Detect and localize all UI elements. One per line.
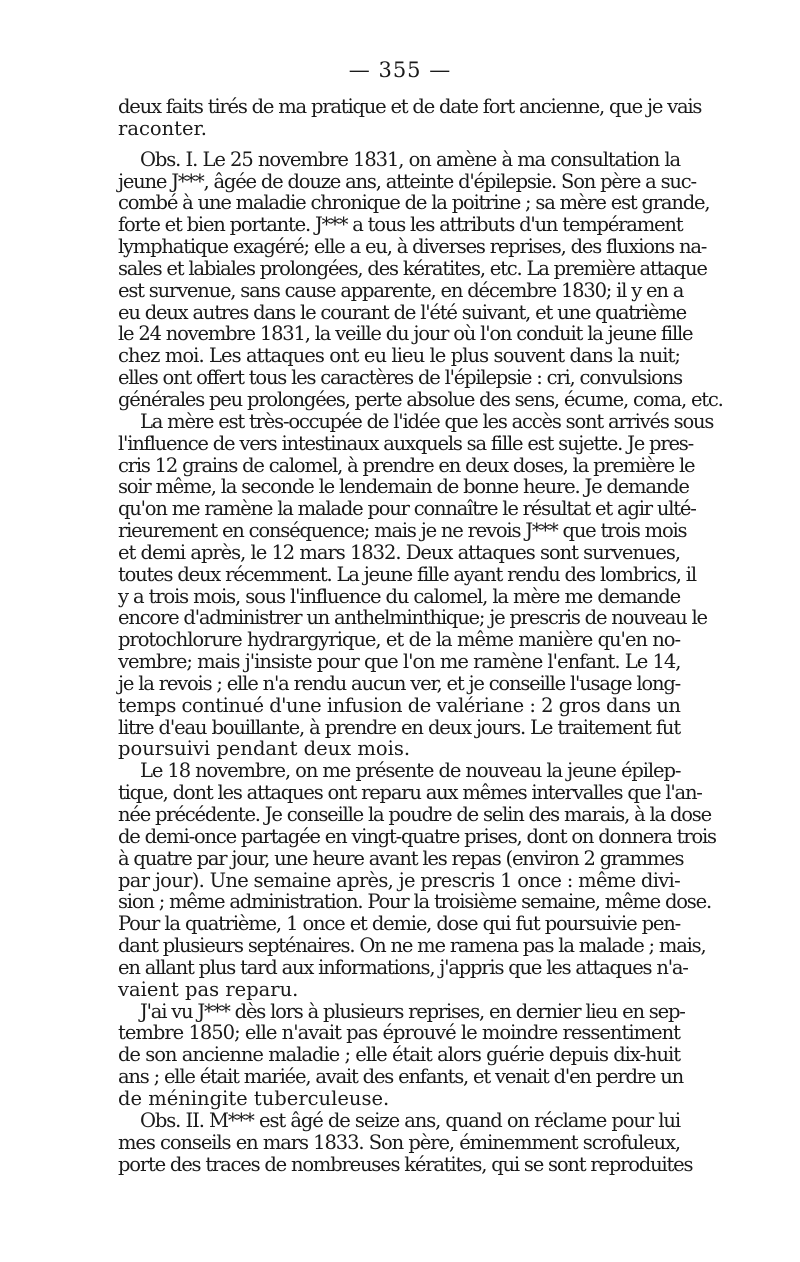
- text-line: soir même, la seconde le lendemain de bonne heure. Je demande: [118, 475, 689, 499]
- text-line: Obs. II. M*** est âgé de seize ans, quand on réclame pour lui: [140, 1108, 680, 1132]
- text-line: J'ai vu J*** dès lors à plusieurs reprises, en dernier lieu en sep-: [140, 999, 685, 1023]
- text-line: née précédente. Je conseille la poudre de selin des marais, à la dose: [118, 803, 711, 826]
- text-line: l'influence de vers intestinaux auxquels sa fille est sujette. Je pres-: [118, 431, 694, 455]
- text-line: générales peu prolongées, perte absolue des sens, écume, coma, etc.: [118, 387, 723, 411]
- text-line: rieurement en conséquence; mais je ne revois J*** que trois mois: [118, 519, 687, 543]
- text-line: La mère est très-occupée de l'idée que les accès sont arrivés sous: [140, 409, 714, 433]
- text-line: en allant plus tard aux informations, j'appris que les attaques n'a-: [118, 955, 688, 979]
- text-line: deux faits tirés de ma pratique et de date fort ancienne, que je vais: [118, 95, 702, 118]
- text-line: toutes deux récemment. La jeune fille ayant rendu des lombrics, il: [118, 562, 696, 586]
- text-line: vaient pas reparu.: [118, 977, 299, 1001]
- text-line: lymphatique exagéré; elle a eu, à diverses reprises, des fluxions na-: [118, 235, 707, 259]
- text-line: y a trois mois, sous l'influence du calomel, la mère me demande: [118, 584, 680, 608]
- text-line: porte des traces de nombreuses kératites, qui se sont reproduites: [118, 1152, 693, 1176]
- text-line: est survenue, sans cause apparente, en décembre 1830; il y en a: [118, 278, 684, 302]
- text-line: à quatre par jour, une heure avant les repas (environ 2 grammes: [118, 846, 684, 870]
- text-line: dant plusieurs septénaires. On ne me ramena pas la malade ; mais,: [118, 934, 706, 958]
- text-line: elles ont offert tous les caractères de l'épilepsie : cri, convulsions: [118, 366, 682, 390]
- text-line: de demi-once partagée en vingt-quatre prises, dont on donnera trois: [118, 824, 716, 848]
- text-line: sales et labiales prolongées, des kératites, etc. La première attaque: [118, 256, 707, 280]
- text-line: litre d'eau bouillante, à prendre en deux jours. Le traitement fut: [118, 715, 680, 739]
- text-line: temps continué d'une infusion de valériane : 2 gros dans un: [118, 693, 681, 717]
- text-line: ans ; elle était mariée, avait des enfants, et venait d'en perdre un: [118, 1065, 683, 1089]
- text-line: Pour la quatrième, 1 once et demie, dose qui fut poursuivie pen-: [118, 912, 680, 936]
- text-line: et demi après, le 12 mars 1832. Deux attaques sont survenues,: [118, 540, 680, 564]
- text-line: encore d'administrer un anthelminthique; je prescris de nouveau le: [118, 606, 707, 630]
- text-line: qu'on me ramène la malade pour connaître le résultat et agir ulté-: [118, 497, 696, 521]
- text-line: poursuivi pendant deux mois.: [118, 737, 411, 761]
- page-number: — 355 —: [348, 58, 452, 82]
- text-line: tembre 1850; elle n'avait pas éprouvé le moindre ressentiment: [118, 1021, 680, 1045]
- text-line: je la revois ; elle n'a rendu aucun ver, et je conseille l'usage long-: [118, 671, 680, 695]
- text-line: tique, dont les attaques ont reparu aux mêmes intervalles que l'an-: [118, 781, 702, 805]
- text-line: vembre; mais j'insiste pour que l'on me ramène l'enfant. Le 14,: [118, 650, 681, 674]
- text-line: combé à une maladie chronique de la poitrine ; sa mère est grande,: [118, 191, 710, 215]
- text-line: le 24 novembre 1831, la veille du jour où l'on conduit la jeune fille: [118, 322, 693, 346]
- text-line: forte et bien portante. J*** a tous les attributs d'un tempérament: [118, 213, 683, 237]
- text-line: de méningite tuberculeuse.: [118, 1086, 390, 1110]
- text-line: mes conseils en mars 1833. Son père, éminemment scrofuleux,: [118, 1130, 680, 1154]
- text-line: Obs. I. Le 25 novembre 1831, on amène à ma consultation la: [140, 147, 680, 171]
- text-line: raconter.: [118, 116, 207, 140]
- text-line: sion ; même administration. Pour la troisième semaine, même dose.: [118, 890, 711, 914]
- text-line: cris 12 grains de calomel, à prendre en deux doses, la première le: [118, 453, 695, 477]
- text-line: protochlorure hydrargyrique, et de la même manière qu'en no-: [118, 628, 680, 652]
- text-line: chez moi. Les attaques ont eu lieu le plus souvent dans la nuit;: [118, 344, 680, 368]
- text-line: de son ancienne maladie ; elle était alors guérie depuis dix-huit: [118, 1043, 680, 1067]
- body-text: [118, 95, 723, 1176]
- text-line: eu deux autres dans le courant de l'été suivant, et une quatrième: [118, 300, 687, 324]
- text-line: par jour). Une semaine après, je prescris 1 once : même divi-: [118, 868, 680, 892]
- text-line: jeune J***, âgée de douze ans, atteinte d'épilepsie. Son père a suc-: [118, 169, 696, 193]
- text-line: Le 18 novembre, on me présente de nouveau la jeune épilep-: [140, 759, 681, 783]
